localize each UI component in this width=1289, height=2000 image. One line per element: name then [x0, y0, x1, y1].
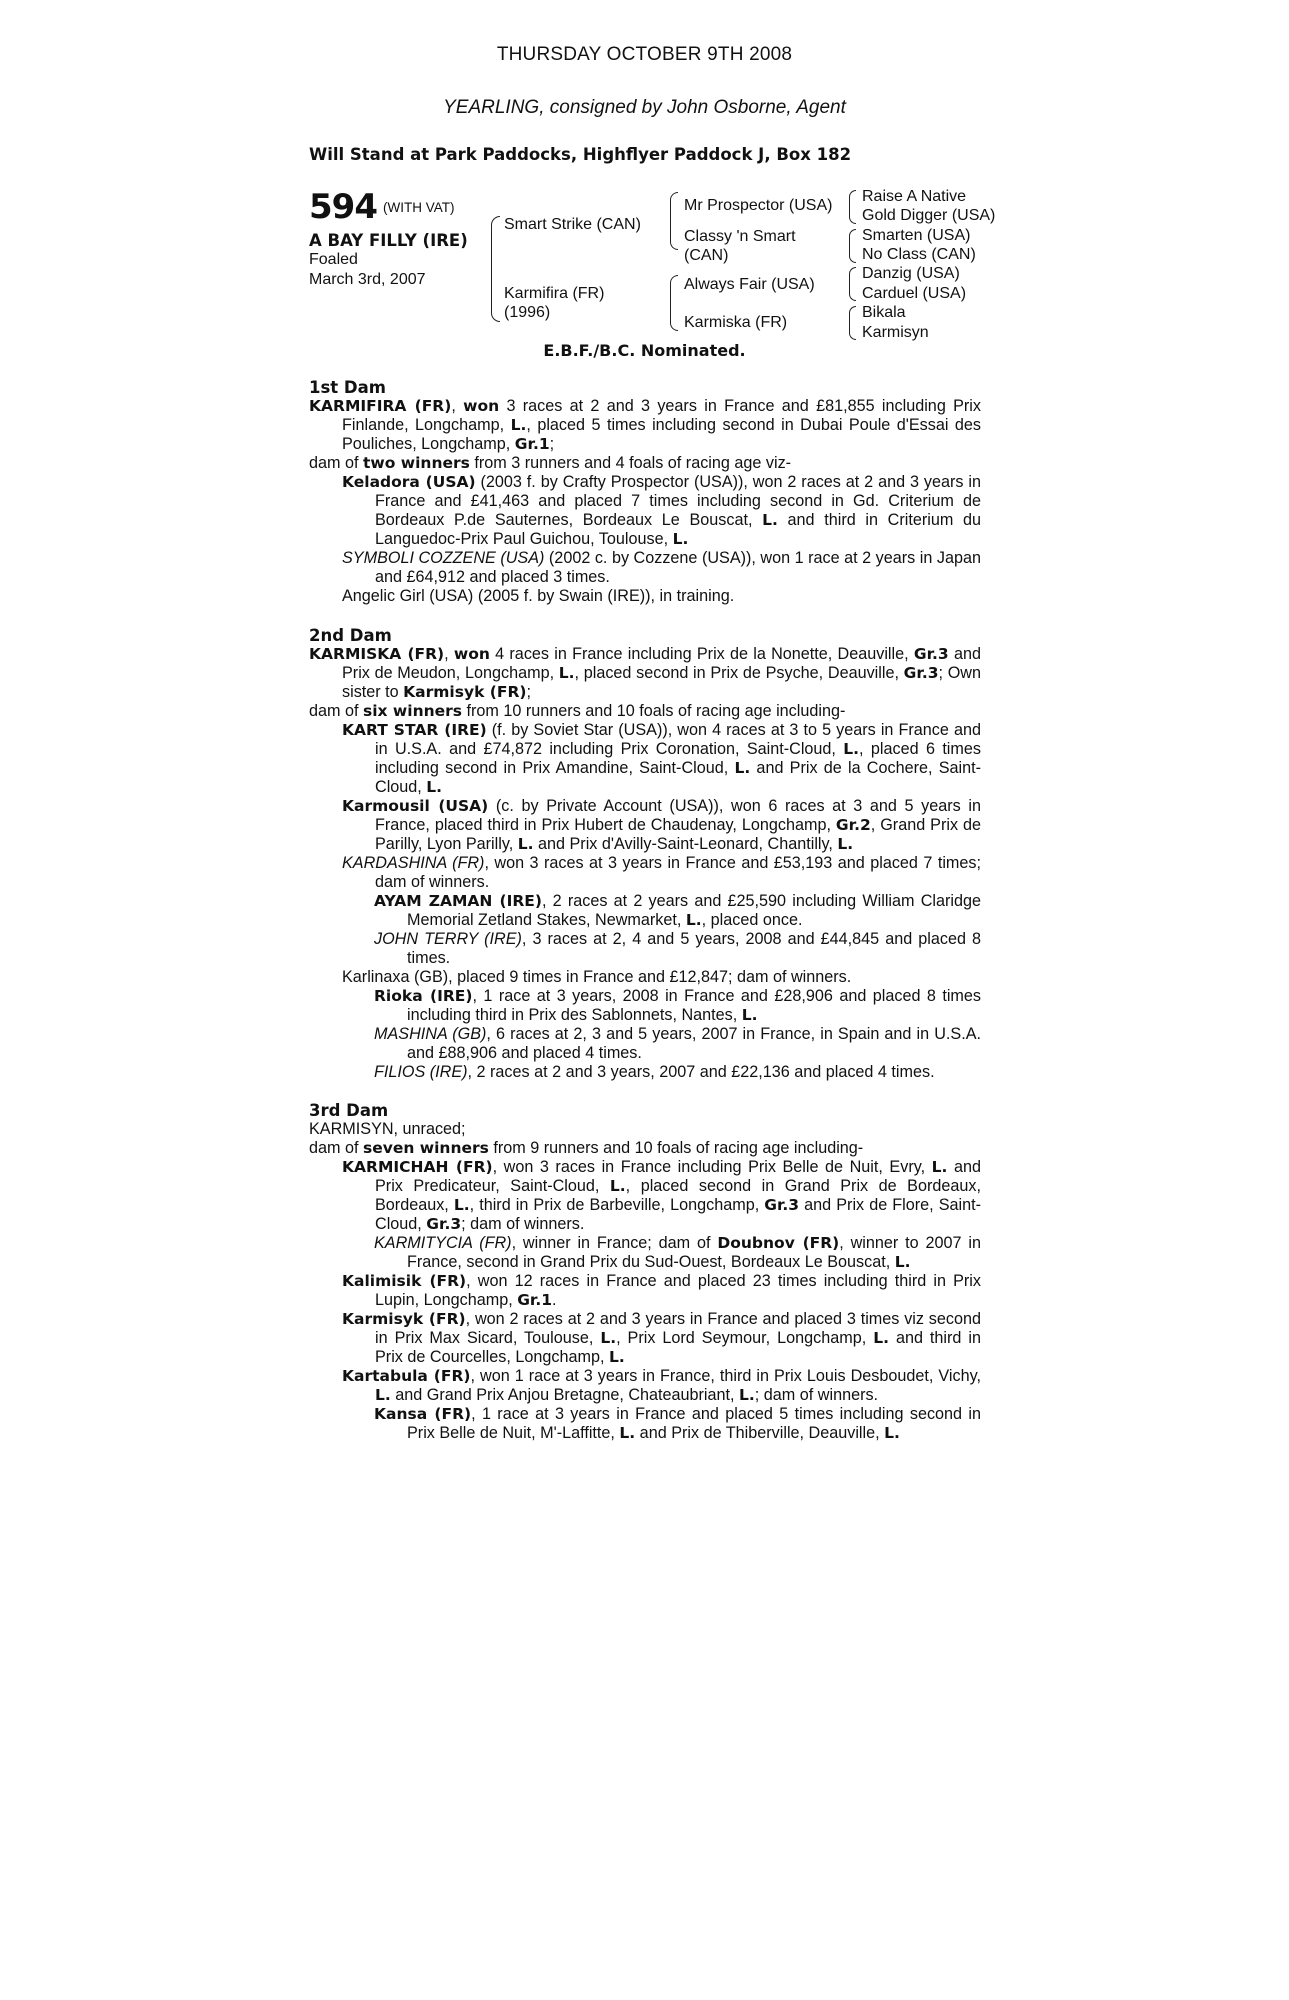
produce-entry [309, 549, 981, 587]
record-text: ; Own sister to [342, 664, 981, 701]
produce-text: , placed once. [701, 911, 803, 929]
listed-marker: L. [453, 1196, 470, 1214]
produce-text: , Prix Lord Seymour, Longchamp, [616, 1329, 874, 1347]
grandproduce-entry [309, 930, 981, 968]
produce-name: Kansa (FR) [374, 1405, 472, 1423]
produce-name: KARMITYCIA (FR) [374, 1234, 512, 1252]
record-text: , placed second in Prix de Psyche, Deauville, [574, 664, 904, 682]
first-dam-heading: 1st Dam [309, 378, 386, 397]
dam: Karmifira (FR) [504, 285, 605, 302]
grandproduce-entry [309, 987, 981, 1025]
record-text: ; [549, 435, 555, 453]
summary-text: dam of [309, 1139, 363, 1157]
produce-name: Kartabula (FR) [342, 1367, 471, 1385]
won-word: won [463, 397, 500, 415]
third-dam-produce-summary [309, 1139, 981, 1158]
summary-text: from 10 runners and 10 foals of racing age including- [462, 702, 846, 720]
listed-marker: L. [741, 1006, 758, 1024]
third-dam-section [309, 1101, 981, 1443]
produce-name: Keladora (USA) [342, 473, 476, 491]
won-word: won [453, 645, 490, 663]
summary-text: from 3 runners and 4 foals of racing age viz- [469, 454, 792, 472]
produce-text: , Grand Prix de Parilly, Lyon Parilly, [375, 816, 981, 853]
foaled-date: March 3rd, 2007 [309, 271, 426, 288]
produce-name: KART STAR (IRE) [342, 721, 487, 739]
sister-name: Karmisyk (FR) [403, 683, 527, 701]
listed-marker: L. [762, 511, 778, 529]
group-marker: Gr.1 [514, 435, 550, 453]
produce-name: SYMBOLI COZZENE (USA) [342, 549, 545, 567]
winners-count: six winners [363, 702, 463, 720]
produce-text: , won 3 races in France including Prix Belle de Nuit, Evry, [492, 1158, 932, 1176]
produce-name: MASHINA (GB) [374, 1025, 487, 1043]
first-dam-section [309, 378, 981, 606]
listed-marker: L. [517, 835, 534, 853]
pedigree-g2: Gold Digger (USA) [862, 207, 996, 224]
produce-text: (f. by Soviet Star (USA)), won 4 races at 3 to 5 years in France and in U.S.A. and £74,872 including Prix Coronation, Saint-Cloud, [375, 721, 981, 758]
produce-entry [309, 721, 981, 797]
produce-text: ; dam of winners. [754, 1386, 879, 1404]
produce-entry: Angelic Girl (USA) (2005 f. by Swain (IRE)), in training. [342, 587, 735, 605]
dam-name: KARMIFIRA (FR) [309, 397, 452, 415]
listed-marker: L. [375, 1386, 391, 1404]
group-marker: Gr.3 [903, 664, 939, 682]
produce-text: , won 12 races in France and placed 23 times including third in Prix Lupin, Longchamp, [375, 1272, 981, 1309]
listed-marker: L. [600, 1329, 617, 1347]
produce-text: and Prix Predicateur, Saint-Cloud, [375, 1158, 981, 1195]
record-text: ; [526, 683, 531, 701]
record-text: 4 races in France including Prix de la Nonette, Deauville, [489, 645, 914, 663]
third-dam-record: KARMISYN, unraced; [309, 1120, 466, 1138]
listed-marker: L. [619, 1424, 636, 1442]
produce-text: (2002 c. by Cozzene (USA)), won 1 race at 2 years in Japan and £64,912 and placed 3 times. [375, 549, 981, 586]
produce-text: and third in Criterium du Languedoc-Prix Paul Guichou, Toulouse, [375, 511, 981, 548]
produce-text: , won 3 races at 3 years in France and £53,193 and placed 7 times; dam of winners. [375, 854, 981, 891]
produce-text: , placed 6 times including second in Prix Amandine, Saint-Cloud, [375, 740, 981, 777]
produce-text: , 2 races at 2 years and £25,590 including William Claridge Memorial Zetland Stakes, Newmarket, [407, 892, 981, 929]
lot-number: 594 [309, 187, 377, 227]
record-text: and Prix de Meudon, Longchamp, [342, 645, 981, 682]
listed-marker: L. [843, 740, 860, 758]
produce-text: , won 2 races at 2 and 3 years in France and placed 3 times viz second in Prix Max Sicard, Toulouse, [375, 1310, 981, 1347]
produce-text: , 2 races at 2 and 3 years, 2007 and £22,136 and placed 4 times. [467, 1063, 935, 1081]
produce-text: , placed second in Grand Prix de Bordeaux, Bordeaux, [375, 1177, 981, 1214]
produce-entry [309, 854, 981, 892]
pedigree-brace-g2 [849, 229, 856, 263]
second-dam-heading: 2nd Dam [309, 626, 392, 645]
produce-name: Rioka (IRE) [374, 987, 473, 1005]
stand-location: Will Stand at Park Paddocks, Highflyer Paddock J, Box 182 [309, 145, 852, 164]
produce-entry [309, 1272, 981, 1310]
group-marker: Gr.3 [913, 645, 949, 663]
produce-name: KARDASHINA (FR) [342, 854, 485, 872]
listed-marker: L. [739, 1386, 755, 1404]
produce-name: Karmisyk (FR) [342, 1310, 466, 1328]
listed-marker: L. [609, 1177, 626, 1195]
dam-dam: Karmiska (FR) [684, 314, 788, 331]
produce-name: Kalimisik (FR) [342, 1272, 467, 1290]
produce-text: , 3 races at 2, 4 and 5 years, 2008 and £44,845 and placed 8 times. [407, 930, 982, 967]
listed-marker: L. [873, 1329, 889, 1347]
record-text: , placed 5 times including second in Dubai Poule d'Essai des Pouliches, Longchamp, [342, 416, 981, 453]
pedigree-brace-g4 [849, 306, 856, 340]
summary-text: dam of [309, 702, 363, 720]
pedigree-g1: Raise A Native [862, 188, 967, 205]
pedigree-g8: Karmisyn [862, 324, 929, 341]
grandproduce-entry [309, 1234, 981, 1272]
dam-year: (1996) [504, 304, 551, 321]
produce-entry [309, 1158, 981, 1234]
produce-name: Doubnov (FR) [717, 1234, 840, 1252]
vat-note: (WITH VAT) [382, 200, 455, 215]
second-dam-produce-summary [309, 702, 981, 721]
produce-entry [309, 1367, 981, 1405]
nomination-note: E.B.F./B.C. Nominated. [543, 341, 746, 360]
produce-name: KARMICHAH (FR) [342, 1158, 493, 1176]
listed-marker: L. [894, 1253, 911, 1271]
produce-text: and Prix de la Cochere, Saint-Cloud, [375, 759, 981, 796]
group-marker: Gr.1 [517, 1291, 553, 1309]
produce-text: and Prix d'Avilly-Saint-Leonard, Chantilly, [533, 835, 838, 853]
produce-text: , winner to 2007 in France, second in Grand Prix du Sud-Ouest, Bordeaux Le Bouscat, [407, 1234, 981, 1271]
grandproduce-entry [309, 1063, 981, 1082]
produce-name: FILIOS (IRE) [374, 1063, 468, 1081]
listed-marker: L. [510, 416, 527, 434]
winners-count: seven winners [363, 1139, 489, 1157]
second-dam-section [309, 626, 981, 1082]
produce-text: , third in Prix de Barbeville, Longchamp, [469, 1196, 765, 1214]
pedigree-g4: No Class (CAN) [862, 246, 976, 263]
pedigree-g3: Smarten (USA) [862, 227, 971, 244]
group-marker: Gr.3 [764, 1196, 800, 1214]
produce-text: , won 1 race at 3 years in France, third in Prix Louis Desboudet, Vichy, [470, 1367, 981, 1385]
second-dam-record: KARMISKA (FR), won 4 races in France including Prix de la Nonette, Deauville, Gr.3 and Prix de Meudon, Longchamp, L., placed second in Prix de Psyche, Deauville, Gr.3; Own sister to Karmisyk (FR); [309, 645, 981, 701]
produce-text: and Prix de Flore, Saint-Cloud, [375, 1196, 982, 1233]
produce-name: AYAM ZAMAN (IRE) [374, 892, 542, 910]
produce-text: ; dam of winners. [461, 1215, 585, 1233]
winners-count: two winners [363, 454, 470, 472]
produce-entry [309, 473, 981, 549]
pedigree-brace-sire [670, 192, 678, 250]
listed-marker: L. [837, 835, 854, 853]
produce-text: , 1 race at 3 years in France and placed 5 times including second in Prix Belle de Nuit, M'-Laffitte, [407, 1405, 981, 1442]
produce-text: , 6 races at 2, 3 and 5 years, 2007 in France, in Spain and in U.S.A. and £88,906 and placed 4 times. [407, 1025, 981, 1062]
first-dam-record: KARMIFIRA (FR), won 3 races at 2 and 3 years in France and £81,855 including Prix Finlande, Longchamp, L., placed 5 times including second in Dubai Poule d'Essai des Pouliches, Longchamp, Gr.1; [309, 397, 981, 453]
pedigree-brace-main [491, 216, 500, 322]
summary-text: dam of [309, 454, 363, 472]
sire-dam: Classy 'n Smart [684, 228, 796, 245]
pedigree-brace-dam [670, 275, 678, 331]
listed-marker: L. [931, 1158, 948, 1176]
produce-entry: Karlinaxa (GB), placed 9 times in France and £12,847; dam of winners. [342, 968, 852, 986]
produce-name: Karmousil (USA) [342, 797, 489, 815]
sale-date: THURSDAY OCTOBER 9TH 2008 [496, 44, 793, 65]
pedigree-g7: Bikala [862, 304, 906, 321]
listed-marker: L. [558, 664, 575, 682]
record-text: 3 races at 2 and 3 years in France and £81,855 including Prix Finlande, Longchamp, [342, 397, 981, 434]
produce-entry [309, 797, 981, 854]
listed-marker: L. [672, 530, 689, 548]
grandproduce-entry [309, 892, 981, 930]
produce-entry [309, 1310, 981, 1367]
sire: Smart Strike (CAN) [504, 216, 641, 233]
listed-marker: L. [734, 759, 751, 777]
produce-text: (2003 f. by Crafty Prospector (USA)), won 2 races at 2 and 3 years in France and £41,463 and placed 7 times including second in Gd. Criterium de Bordeaux P.de Sauternes, Bordeaux Le Bouscat, [375, 473, 981, 529]
produce-text: and Prix de Thiberville, Deauville, [635, 1424, 885, 1442]
pedigree-g5: Danzig (USA) [862, 265, 960, 282]
sire-dam-country: (CAN) [684, 247, 729, 264]
produce-text: and third in Prix de Courcelles, Longchamp, [375, 1329, 981, 1366]
listed-marker: L. [884, 1424, 900, 1442]
sire-sire: Mr Prospector (USA) [684, 197, 833, 214]
foaled-label: Foaled [309, 251, 358, 268]
third-dam-heading: 3rd Dam [309, 1101, 389, 1120]
produce-text: . [552, 1291, 557, 1309]
listed-marker: L. [426, 778, 443, 796]
listed-marker: L. [685, 911, 702, 929]
dam-sire: Always Fair (USA) [684, 276, 815, 293]
lot-description: A BAY FILLY (IRE) [309, 231, 468, 250]
summary-text: from 9 runners and 10 foals of racing age including- [488, 1139, 864, 1157]
produce-text: (c. by Private Account (USA)), won 6 races at 3 and 5 years in France, placed third in Prix Hubert de Chaudenay, Longchamp, [375, 797, 981, 834]
grandproduce-entry [309, 1025, 981, 1063]
consignment-line: YEARLING, consigned by John Osborne, Agent [443, 97, 846, 118]
first-dam-produce-summary [309, 454, 981, 473]
pedigree-brace-g1 [849, 190, 856, 224]
dam-name: KARMISKA (FR) [309, 645, 445, 663]
pedigree-g6: Carduel (USA) [862, 285, 967, 302]
grandproduce-entry [309, 1405, 981, 1443]
produce-text: , 1 race at 3 years, 2008 in France and £28,906 and placed 8 times including third in Prix des Sablonnets, Nantes, [407, 987, 982, 1024]
group-marker: Gr.3 [426, 1215, 462, 1233]
listed-marker: L. [608, 1348, 625, 1366]
group-marker: Gr.2 [835, 816, 871, 834]
produce-name: JOHN TERRY (IRE) [374, 930, 522, 948]
lot-info [309, 187, 479, 290]
produce-text: , winner in France; dam of [511, 1234, 718, 1252]
pedigree-brace-g3 [849, 267, 856, 301]
produce-text: and Grand Prix Anjou Bretagne, Chateaubriant, [390, 1386, 740, 1404]
